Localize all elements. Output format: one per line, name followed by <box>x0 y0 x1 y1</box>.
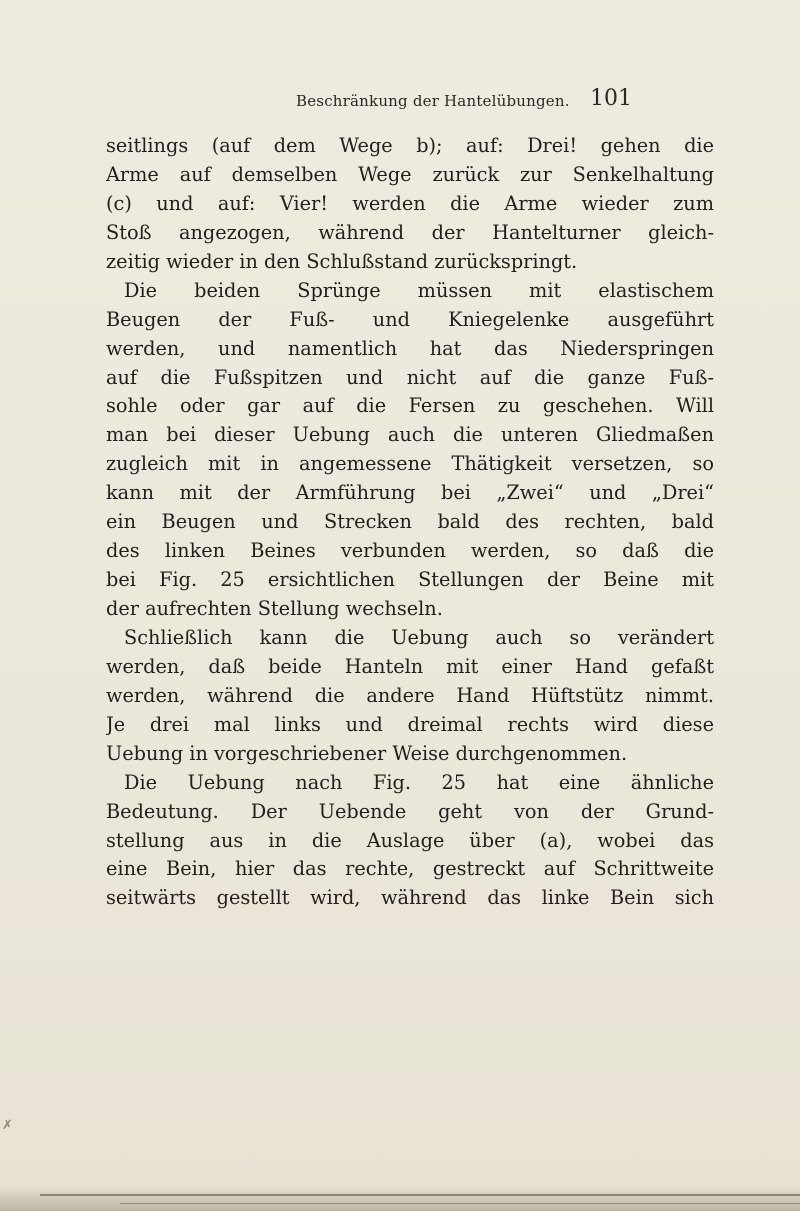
text-line: bei Fig. 25 ersichtlichen Stellungen der Beine mit <box>106 568 714 592</box>
text-line: werden, daß beide Hanteln mit einer Hand gefaßt <box>106 654 714 678</box>
text-line: werden, während die andere Hand Hüftstütz nimmt. <box>106 683 714 707</box>
text-line: Uebung in vorgeschriebener Weise durchgenommen. <box>106 741 628 765</box>
text-line: seitlings (auf dem Wege b); auf: Drei! gehen die <box>106 134 714 157</box>
text-line: Arme auf demselben Wege zurück zur Senkelhaltung <box>106 162 714 186</box>
text-line: man bei dieser Uebung auch die unteren Gliedmaßen <box>106 423 714 447</box>
margin-mark: ✗ <box>2 1118 13 1133</box>
running-title: Beschränkung der Hantelübungen. <box>296 92 570 110</box>
text-line: der aufrechten Stellung wechseln. <box>106 597 443 620</box>
text-line: sohle oder gar auf die Fersen zu geschehen. Will <box>106 394 714 418</box>
text-line: Schließlich kann die Uebung auch so verändert <box>124 625 714 649</box>
text-line: werden, und namentlich hat das Niederspringen <box>106 336 714 360</box>
text-line: zeitig wieder in den Schlußstand zurückspringt. <box>106 249 578 273</box>
body-text <box>106 132 714 913</box>
text-line: stellung aus in die Auslage über (a), wobei das <box>106 828 714 852</box>
text-line: Stoß angezogen, während der Hantelturner gleich- <box>106 220 714 244</box>
text-line: Bedeutung. Der Uebende geht von der Grund- <box>106 799 714 823</box>
text-line: Je drei mal links und dreimal rechts wird diese <box>106 712 714 736</box>
text-line: des linken Beines verbunden werden, so daß die <box>106 539 714 563</box>
page-number: 101 <box>590 86 632 111</box>
text-line: Beugen der Fuß- und Kniegelenke ausgeführt <box>106 307 714 331</box>
text-line: eine Bein, hier das rechte, gestreckt auf Schrittweite <box>106 857 714 881</box>
text-line: Die beiden Sprünge müssen mit elastischem <box>124 278 714 302</box>
edge-rule <box>40 1194 800 1196</box>
running-header <box>0 86 800 116</box>
page-bottom-edge <box>0 1186 800 1211</box>
text-line: (c) und auf: Vier! werden die Arme wieder zum <box>106 191 714 215</box>
text-line: ein Beugen und Strecken bald des rechten, bald <box>106 510 714 534</box>
edge-rule <box>120 1203 800 1204</box>
text-line: seitwärts gestellt wird, während das linke Bein sich <box>106 886 714 910</box>
text-line: zugleich mit in angemessene Thätigkeit versetzen, so <box>106 452 714 476</box>
text-line: kann mit der Armführung bei „Zwei“ und „Drei“ <box>106 481 714 505</box>
text-line: auf die Fußspitzen und nicht auf die ganze Fuß- <box>106 365 714 389</box>
text-line: Die Uebung nach Fig. 25 hat eine ähnliche <box>124 770 714 794</box>
